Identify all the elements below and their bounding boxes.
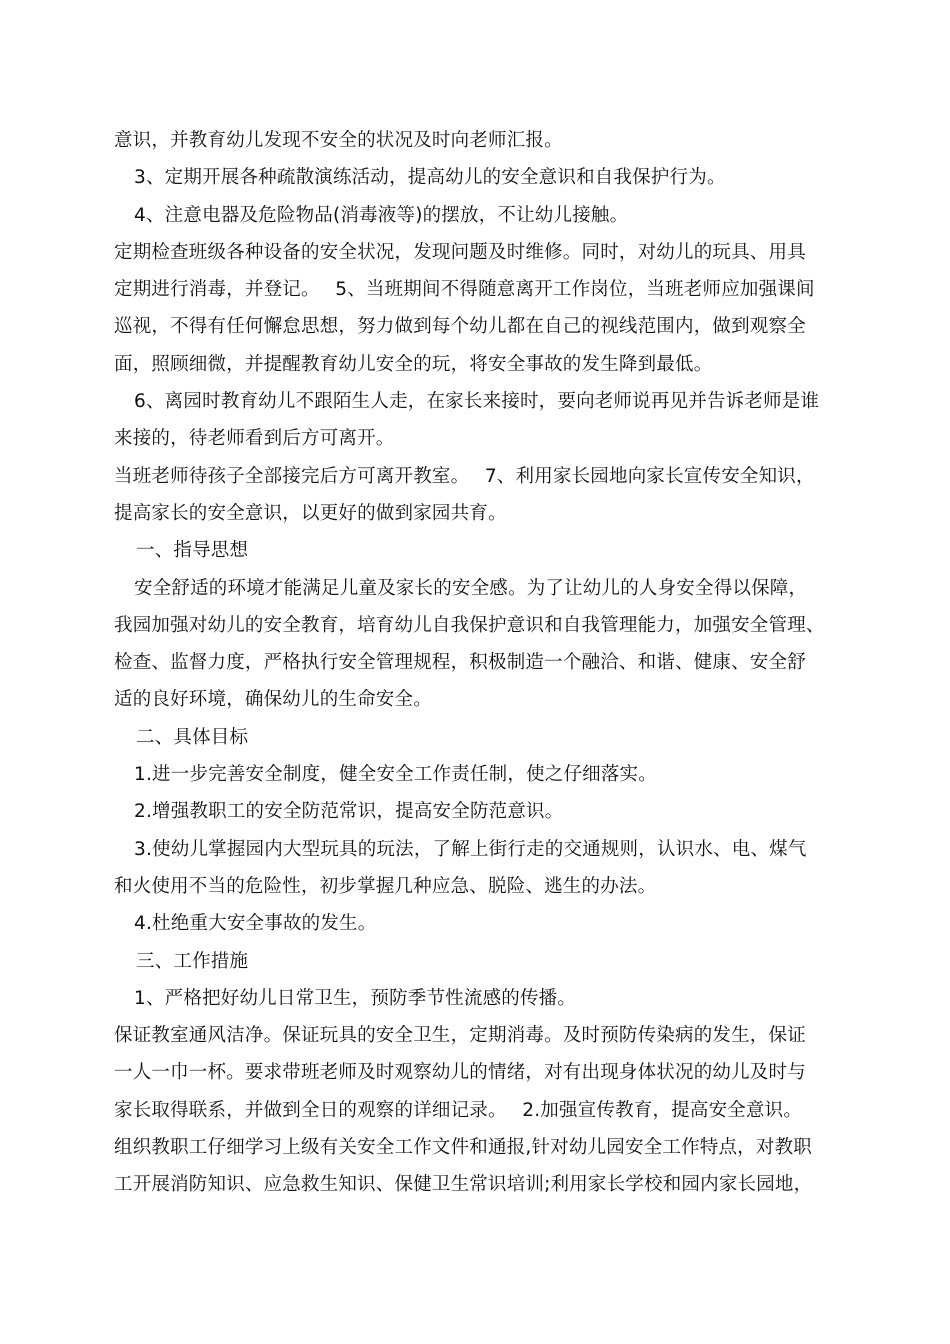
text-line: 意识，并教育幼儿发现不安全的状况及时向老师汇报。 xyxy=(114,130,563,151)
text-line: 我园加强对幼儿的安全教育，培育幼儿自我保护意识和自我管理能力，加强安全管理、 xyxy=(114,614,825,636)
text-line: 4.杜绝重大安全事故的发生。 xyxy=(134,913,377,935)
text-line: 家长取得联系，并做到全日的观察的详细记录。 2.加强宣传教育，提高安全意识。 xyxy=(114,1099,803,1121)
text-line: 3、定期开展各种疏散演练活动，提高幼儿的安全意识和自我保护行为。 xyxy=(134,167,726,189)
text-line: 1、严格把好幼儿日常卫生，预防季节性流感的传播。 xyxy=(134,987,577,1009)
section-heading: 一、指导思想 xyxy=(136,540,249,562)
text-line: 定期进行消毒，并登记。 5、当班期间不得随意离开工作岗位，当班老师应加强课间 xyxy=(114,279,815,301)
text-line: 4、注意电器及危险物品(消毒液等)的摆放，不让幼儿接触。 xyxy=(134,204,629,226)
text-line: 当班老师待孩子全部接完后方可离开教室。 7、利用家长园地向家长宣传安全知识， xyxy=(114,465,815,487)
text-line: 6、离园时教育幼儿不跟陌生人走，在家长来接时，要向老师说再见并告诉老师是谁 xyxy=(134,391,820,413)
text-line: 组织教职工仔细学习上级有关安全工作文件和通报,针对幼儿园安全工作特点，对教职 xyxy=(114,1137,812,1159)
section-heading: 二、具体目标 xyxy=(136,726,249,748)
text-line: 安全舒适的环境才能满足儿童及家长的安全感。为了让幼儿的人身安全得以保障， xyxy=(134,577,808,599)
body-text xyxy=(114,122,854,1204)
section-heading: 三、工作措施 xyxy=(136,950,249,972)
text-line: 一人一巾一杯。要求带班老师及时观察幼儿的情绪，对有出现身体状况的幼儿及时与 xyxy=(114,1062,806,1084)
text-line: 面，照顾细微，并提醒教育幼儿安全的玩，将安全事故的发生降到最低。 xyxy=(114,353,713,375)
text-line: 3.使幼儿掌握园内大型玩具的玩法，了解上街行走的交通规则，认识水、电、煤气 xyxy=(134,838,807,860)
text-line: 巡视，不得有任何懈怠思想，努力做到每个幼儿都在自己的视线范围内，做到观察全 xyxy=(114,316,806,338)
text-line: 提高家长的安全意识，以更好的做到家园共育。 xyxy=(114,502,507,524)
text-line: 1.进一步完善安全制度，健全安全工作责任制，使之仔细落实。 xyxy=(134,764,657,786)
text-line: 保证教室通风洁净。保证玩具的安全卫生，定期消毒。及时预防传染病的发生，保证 xyxy=(114,1025,806,1047)
text-line: 定期检查班级各种设备的安全状况，发现问题及时维修。同时，对幼儿的玩具、用具 xyxy=(114,241,806,263)
text-line: 检查、监督力度，严格执行安全管理规程，积极制造一个融洽、和谐、健康、安全舒 xyxy=(114,652,806,674)
text-line: 2.增强教职工的安全防范常识，提高安全防范意识。 xyxy=(134,801,564,823)
text-line: 适的良好环境，确保幼儿的生命安全。 xyxy=(114,689,432,711)
text-line: 和火使用不当的危险性，初步掌握几种应急、脱险、逃生的办法。 xyxy=(114,875,657,897)
text-line: 来接的，待老师看到后方可离开。 xyxy=(114,428,395,450)
text-line: 工开展消防知识、应急救生知识、保健卫生常识培训;利用家长学校和园内家长园地， xyxy=(114,1174,813,1196)
